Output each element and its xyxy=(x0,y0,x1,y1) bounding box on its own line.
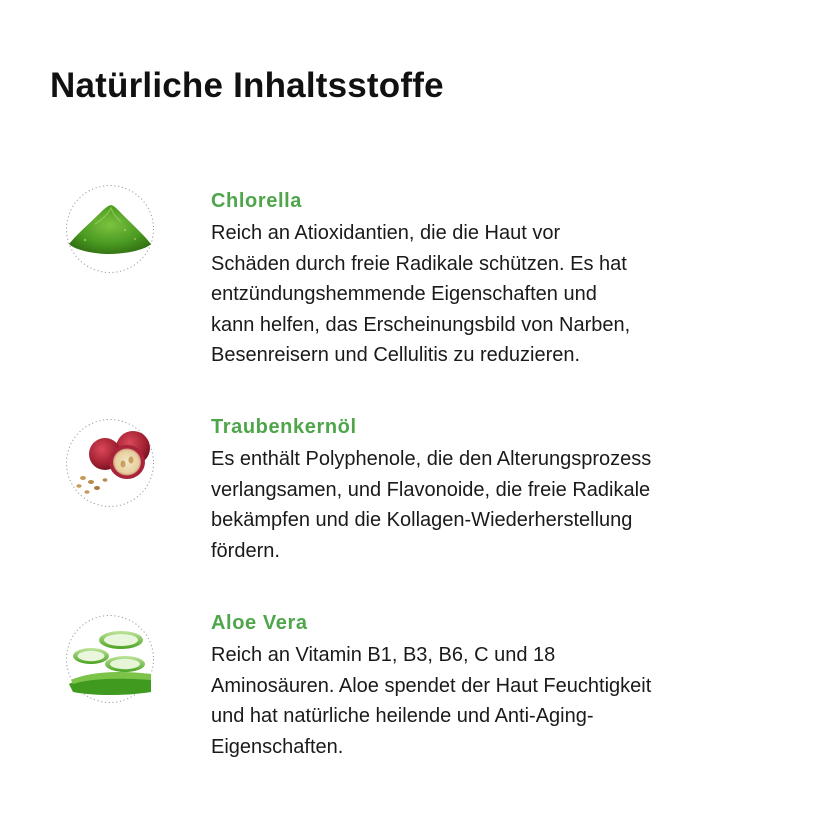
aloe-vera-icon xyxy=(65,614,155,704)
ingredient-description: Reich an Vitamin B1, B3, B6, C und 18 Aminosäuren. Aloe spendet der Haut Feuchtigkeit und hat natürliche heilende und Anti-Aging- Eigenschaften. xyxy=(211,644,652,758)
ingredient-description: Reich an Atioxidantien, die die Haut vor Schäden durch freie Radikale schützen. Es hat entzündungshemmende Eigenschaften und kann helfen, das Erscheinungsbild von Narben, Besenreisern und Cellulitis zu reduzieren. xyxy=(211,222,631,366)
ingredient-description: Es enthält Polyphenole, die den Alterungsprozess verlangsamen, und Flavonoide, die freie Radikale bekämpfen und die Kollagen-Wiederherstellung fördern. xyxy=(211,448,652,562)
chlorella-powder-icon xyxy=(65,184,155,274)
ingredient-name: Chlorella xyxy=(211,190,302,212)
page-title: Natürliche Inhaltsstoffe xyxy=(50,66,444,105)
ingredient-name: Traubenkernöl xyxy=(211,416,357,438)
grape-seed-icon xyxy=(65,418,155,508)
ingredient-name: Aloe Vera xyxy=(211,612,308,634)
